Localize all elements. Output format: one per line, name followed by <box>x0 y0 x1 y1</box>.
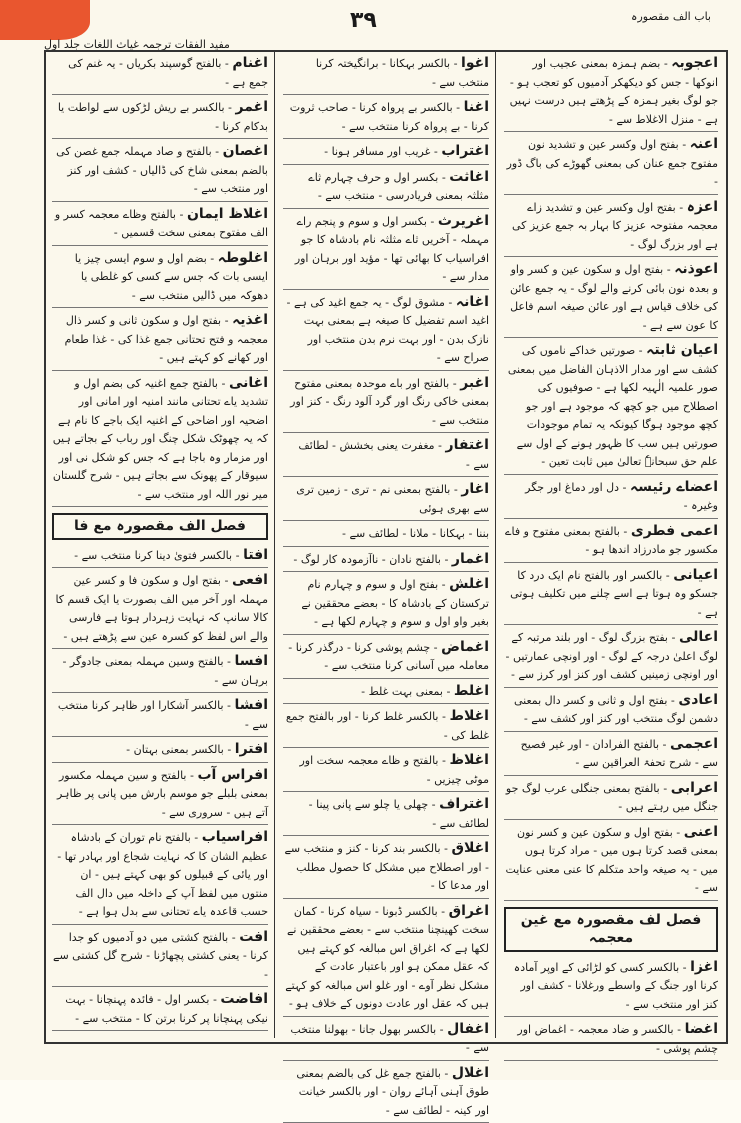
entry-definition: - بالکسر ڈبونا - سیاہ کرنا - کمان سخت کھینچنا منتخب سے - بعضے محققین نے لکھا ہے کہ اغراق اس مبالغہ کو کہتے ہیں کہ عقل ممکن ہو اور باعتبار عادت کے مشکل نظر آوے - اور غلو اس مبالغہ کو کہتے ہیں کہ عقل اور عادت دونوں کے خلاف ہو - <box>285 905 489 1011</box>
headword: اغتراب <box>441 143 489 159</box>
dictionary-entry <box>283 1020 489 1061</box>
dictionary-entry <box>52 571 268 649</box>
dictionary-entry <box>504 628 718 688</box>
entry-definition: - بالکسر بمعنی بہتان - <box>126 743 231 756</box>
column-right <box>498 52 724 1038</box>
dictionary-entry <box>52 249 268 309</box>
entry-definition: - بالفتح الفرادان - اور غیر فصیح سے - شرح تحفۃ العراقین سے - <box>521 738 718 770</box>
entry-definition: - بکسر اول - فائدہ پہنچانا - بہت نیکی پہنچانا پر کرنا برتن کا - منتخب سے - <box>65 993 268 1025</box>
dictionary-entry <box>283 374 489 434</box>
dictionary-entry <box>504 958 718 1018</box>
dictionary-entry <box>504 522 718 563</box>
entry-definition: - بالفتح گوسپند بکریاں - یہ غنم کی جمع ہے - <box>68 57 268 89</box>
headword: افعی <box>232 572 268 588</box>
dictionary-entry <box>52 311 268 371</box>
entry-definition: بننا - بہکانا - ملانا - لطائف سے - <box>342 527 489 540</box>
dictionary-entry <box>283 293 489 371</box>
headword: اعالی <box>679 629 718 645</box>
entry-definition: - بفتح اول وکسر عین و تشدید زاے معجمہ مفتوحہ عزیز کا بہار بہ جمع عزیز کی ہے اور بزرگ لوگ - <box>512 201 718 251</box>
entry-definition: - بضم اول و سوم ایسی چیز یا ایسی بات کہ جس سے کسی کو غلطی یا دھوکہ میں ڈالیں منتخب سے - <box>75 252 268 302</box>
headword: افترا <box>235 741 268 757</box>
column-middle <box>277 52 496 1038</box>
entry-definition: - بالکسر بے پرواہ کرنا - صاحب ثروت کرنا - بے پرواہ کرنا منتخب سے - <box>290 101 489 133</box>
entry-definition: - بالکسر بہکانا - برانگیختہ کرنا منتخب سے - <box>316 57 489 89</box>
headword: اعوذنہ <box>674 261 718 277</box>
entry-definition: - بالفتح کشتی میں دو آدمیوں کو جدا کرنا - یعنی کشتی پچھاڑنا - شرح گل کشتی سے - <box>53 931 268 981</box>
dictionary-entry <box>283 480 489 521</box>
headword: اغلال <box>452 1065 489 1081</box>
entry-definition: - بالفتح و صاد مہملہ جمع غصن کی بالضم بمعنی شاخ کی ڈالیاں - کشف اور کنز اور منتخب سے - <box>56 145 268 195</box>
dictionary-entry <box>283 142 489 165</box>
headword: اغتفار <box>446 437 489 453</box>
entry-definition: - بفتح اول وکسر عین و تشدید نون مفتوح جمع عنان کی بمعنی گھوڑے کی باگ ڈور - <box>507 138 718 188</box>
headword: اعادی <box>678 692 718 708</box>
dictionary-entry <box>283 1064 489 1123</box>
entry-definition: - بالفتح بمعنی نم - تری - زمین تری سے بھری ہوئی <box>296 483 489 515</box>
headword: افسا <box>235 653 268 669</box>
headword: اعضاے رئیسہ <box>630 479 718 495</box>
headword: افاضت <box>220 991 268 1007</box>
entry-definition: - بفتح اول و ثانی و کسر دال بمعنی دشمن لوگ منتخب اور کنز اور کشف سے - <box>514 694 718 726</box>
page-header <box>0 0 741 42</box>
dictionary-entry <box>283 751 489 792</box>
dictionary-entry <box>283 795 489 836</box>
headword: افت <box>239 929 268 945</box>
headword: اعرابی <box>671 780 718 796</box>
dictionary-entry <box>52 205 268 246</box>
headword: افتا <box>243 547 268 563</box>
headword: اغمار <box>452 551 489 567</box>
entry-definition: - صورتیں خداکے ناموں کی کشف سے اور مدار الاذہان الفاضل میں بمعنی صور علمیہ الٰہیہ لکھا ہے - صوفیوں کی اصطلاح میں جو کچھ کہ موجود ہے اور جو کچھ موجود ہوگا کیونکہ یہ تمام موجودات صورتیں ہیں سب کا ظہور ہونے کے اول سے علم حق سبحانہٗ تعالیٰ میں ثابت تعین - <box>508 344 718 468</box>
dictionary-entry <box>283 550 489 573</box>
dictionary-entry <box>52 696 268 737</box>
headword: اغزا <box>690 959 718 975</box>
headword: اغوا <box>461 55 489 71</box>
entry-definition: - بالکسر کسی کو لڑائی کے اوپر آمادہ کرنا اور جنگ کے واسطے ورغلانا - کشف اور کنز اور منتخب سے - <box>514 961 718 1011</box>
page-number: ٣٩ <box>350 8 377 33</box>
entry-definition: - بالفتح و سین مہملہ مکسور بمعنی بلبلے جو موسم بارش میں پانی پر ظاہر آتے ہیں - سروری سے - <box>57 769 268 819</box>
dictionary-entry <box>52 546 268 569</box>
section-heading: فصل الف مقصورہ مع فا <box>52 513 268 540</box>
book-title: مفید الفقات ترجمہ غیاث اللغات جلد اول <box>44 38 230 51</box>
entry-definition: - بالفتح اور باے موحدہ بمعنی مفتوح بمعنی خاکی رنگ اور گرد آلود رنگ - کنز اور منتخب سے - <box>290 377 489 427</box>
entry-definition: - بالفتح وظاے معجمہ کسر و الف مفتوح بمعنی سخت قسمیں - <box>55 208 268 240</box>
dictionary-entry <box>504 478 718 519</box>
dictionary-entry <box>283 168 489 209</box>
dictionary-entry <box>504 260 718 338</box>
entry-definition: - بالفتح نام توران کے بادشاہ عظیم الشان کا کہ نہایت شجاع اور بہادر تھا - اور یائی کے قبیلوں کو بھی کہتے ہیں - ان منتوں میں لفظ آپ کے داخلہ میں دال الف حسب قاعدہ یاے تحتانی سے بدل ہوا ہے - <box>57 831 268 918</box>
dictionary-entry <box>52 990 268 1031</box>
entry-definition: - بالکسر بند کرنا - کنز و منتخب سے - اور اصطلاح میں مشکل کا حصول مطلب اور مدعا کا - <box>284 842 489 892</box>
entry-definition: - بفتح اول و سوم و چہارم نام ترکستان کے بادشاہ کا - بعضے محققین نے بغیر واو اول و سوم و چہارم لکھا ہے - <box>301 578 489 628</box>
dictionary-entry <box>283 682 489 705</box>
headword: افراسیاب <box>202 829 268 845</box>
entry-definition: - بالکسر آشکارا اور ظاہر کرنا منتخب سے - <box>58 699 268 731</box>
dictionary-entry <box>283 707 489 748</box>
headword: اغار <box>461 481 489 497</box>
entry-definition: - بضم ہمزہ بمعنی عجیب اور انوکھا - جس کو دیکھکر آدمیوں کو تعجب ہو - جو لوگ بغیر ہمزہ کے پڑھتے ہیں درست نہیں ہے - منزل الاغلاط سے - <box>510 57 718 126</box>
headword: اغنا <box>464 99 489 115</box>
headword: اغلاق <box>451 840 489 856</box>
headword: اعزہ <box>687 199 718 215</box>
chapter-title: باب الف مقصورہ <box>631 10 711 23</box>
headword: اغلاط <box>449 708 489 724</box>
dictionary-entry <box>283 212 489 290</box>
headword: اعمی فطری <box>631 523 718 539</box>
column-left <box>46 52 275 1038</box>
headword: اغریرث <box>438 213 489 229</box>
entry-definition: - بالفتح جمع غل کی بالضم بمعنی طوق آہنی آہائے روان - اور بالکسر خیانت اور کینہ - لطائف سے - <box>296 1067 489 1117</box>
headword: اغراق <box>449 903 489 919</box>
entry-definition: - بکسر اول و حرف چہارم ثاے مثلثہ بمعنی فریادرسی - منتخب سے - <box>308 171 489 203</box>
dictionary-entry <box>504 135 718 195</box>
dictionary-entry <box>283 524 489 547</box>
entry-definition: - بفتح اول و سکون فا و کسر عین مہملہ اور آخر میں الف بصورت یا ایک قسم کا کالا سانپ کہ نہایت زہردار ہوتا ہے فارسی والے اس لفظ کو کسرہ عین سے پڑھتے ہیں - <box>55 574 268 643</box>
entry-definition: - بفتح اول و سکون عین و کسر نون بمعنی قصد کرتا ہوں میں - مراد کرتا ہوں میں - یہ صیغہ واحد متکلم کا عنی معنی عنایت سے - <box>505 826 718 895</box>
dictionary-entry <box>283 839 489 899</box>
entry-definition: - بالفتح بمعنی مفتوح و فاے مکسور جو مادرزاد اندھا ہو - <box>505 525 718 557</box>
entry-definition: - بفتح بزرگ لوگ - اور بلند مرتبہ کے لوگ اعلیٰ درجہ کے لوگ - اور اونچی عمارتیں - اور اونچی زمینیں کشف اور کنز اور کرز سے - <box>506 631 718 681</box>
entry-definition: - بالفتح جمع اغنیہ کی بضم اول و تشدید یاے تحتانی مانند امنیہ اور امانی اور اضحیہ اور اضاحی کے اغنیہ ایک باجے کا نام ہے کہ یہ چھوٹک شکل چنگ اور رباب کے بجاتے ہیں اور مزمار وہ باجا ہے کہ جس کو شکل نی اور سیوقار کے پھونک سے بجاتے ہیں - شرح گلستان میر نور اللہ اور منتخب سے - <box>53 377 268 501</box>
dictionary-entry <box>283 436 489 477</box>
dictionary-entry <box>504 566 718 626</box>
headword: اغانہ <box>456 294 489 310</box>
dictionary-entry <box>283 54 489 95</box>
dictionary-entry <box>504 779 718 820</box>
headword: اغانی <box>229 375 268 391</box>
headword: اعجوبہ <box>671 55 718 71</box>
headword: اغماض <box>441 639 489 655</box>
entry-definition: - غریب اور مسافر ہونا - <box>324 145 438 158</box>
entry-definition: - بالفتح نادان - ناآزمودہ کار لوگ - <box>293 553 448 566</box>
entry-definition: - بالکسر و ضاد معجمہ - اغماض اور چشم پوشی - <box>517 1023 718 1055</box>
dictionary-entry <box>504 198 718 258</box>
dictionary-entry <box>504 54 718 132</box>
headword: اغذیہ <box>232 312 268 328</box>
headword: اغتراف <box>439 796 489 812</box>
headword: اغلط <box>454 683 489 699</box>
entry-definition: - بالکسر فتویٰ دینا کرنا منتخب سے - <box>74 549 239 562</box>
headword: افشا <box>235 697 268 713</box>
dictionary-entry <box>52 374 268 508</box>
dictionary-entry <box>283 902 489 1017</box>
dictionary-entry <box>52 142 268 202</box>
dictionary-entry <box>52 98 268 139</box>
headword: اغلش <box>449 576 489 592</box>
headword: اغاثت <box>449 169 489 185</box>
entry-definition: - بفتح اول و سکون عین و کسر واو و بعدہ نون بائی کرنے والے لوگ - یہ جمع عائن کی خلاف قیاس ہے اور عائن صیغہ اسم فاعل کا عون سے ہے - <box>510 263 718 332</box>
section-heading: فصل لف مقصورہ مع غین معجمہ <box>504 907 718 952</box>
entry-definition: - بکسر اول و سوم و پنجم راے مہملہ - آخریں ثاے مثلثہ نام بادشاہ کا جو افراسیاب کا بھائی تھا - مؤید اور برہان اور مدار سے - <box>295 215 489 284</box>
dictionary-entry <box>52 828 268 925</box>
dictionary-entry <box>504 735 718 776</box>
entry-definition: - چشم پوشی کرنا - درگذر کرنا - معاملہ میں آسانی کرنا منتخب سے - <box>288 641 489 673</box>
dictionary-entry <box>52 652 268 693</box>
entry-definition: - بالفتح و ظاے معجمہ سخت اور موٹی چیزیں - <box>299 754 489 786</box>
headword: اغلوطہ <box>218 250 268 266</box>
headword: اغمر <box>236 99 268 115</box>
dictionary-entry <box>52 740 268 763</box>
entry-definition: - بفتح اول و سکون ثانی و کسر ذال معجمہ و فتح تحتانی جمع غذا کی - غذا طعام اور کھانے کو کہتے ہیں - <box>65 314 268 364</box>
dictionary-entry <box>504 823 718 901</box>
headword: اغبر <box>460 375 489 391</box>
entry-definition: - مغفرت یعنی بخشش - لطائف سے - <box>298 439 489 471</box>
entry-definition: - بالکسر اور بالفتح نام ایک درد کا جسکو وہ ہوتا ہے اسے چلنے میں تکلیف ہوتی ہے - <box>510 569 718 619</box>
headword: اعیان ثابتہ <box>646 342 718 358</box>
headword: اعجمی <box>670 736 718 752</box>
headword: افراس آب <box>197 767 268 783</box>
dictionary-entry <box>504 341 718 475</box>
entry-definition: - بالفتح وسین مہملہ بمعنی جادوگر - برہان سے - <box>62 655 268 687</box>
headword: اغصان <box>223 143 268 159</box>
dictionary-entry <box>504 691 718 732</box>
headword: اغنام <box>232 55 268 71</box>
entry-definition: - بالکسر بھول جانا - بھولنا منتخب سے - <box>290 1023 489 1055</box>
dictionary-entry <box>283 575 489 635</box>
entry-definition: - دل اور دماغ اور جگر وغیرہ - <box>525 481 718 513</box>
entry-definition: - بالکسر غلط کرنا - اور بالفتح جمع غلط کی - <box>286 710 489 742</box>
dictionary-entry <box>52 54 268 95</box>
entry-definition: - بمعنی بہت غلط - <box>361 685 450 698</box>
headword: اغلاظ <box>449 752 489 768</box>
headword: اعنی <box>684 824 718 840</box>
headword: اغلاظ ایمان <box>187 206 268 222</box>
headword: اغفال <box>447 1021 489 1037</box>
dictionary-entry <box>504 1020 718 1061</box>
dictionary-entry <box>52 766 268 826</box>
headword: اغضا <box>685 1021 718 1037</box>
dictionary-entry <box>52 928 268 988</box>
entry-definition: - بالفتح بمعنی جنگلی عرب لوگ جو جنگل میں رہتے ہیں - <box>506 782 718 814</box>
entry-definition: - چھلی یا چلو سے پانی پینا - لطائف سے - <box>309 798 489 830</box>
headword: اعیانی <box>673 567 718 583</box>
entry-definition: - مشوق لوگ - یہ جمع اغید کی ہے - اغید اسم تفضیل کا صیغہ ہے بمعنی بہت نازک بدن - اور بہت نرم بدن منتخب اور صراح سے - <box>287 296 490 365</box>
dictionary-entry <box>283 98 489 139</box>
dictionary-entry <box>283 638 489 679</box>
entry-definition: - بالکسر بے ریش لڑکوں سے لواطت یا بدکام کرنا - <box>58 101 268 133</box>
headword: اعنہ <box>690 136 718 152</box>
